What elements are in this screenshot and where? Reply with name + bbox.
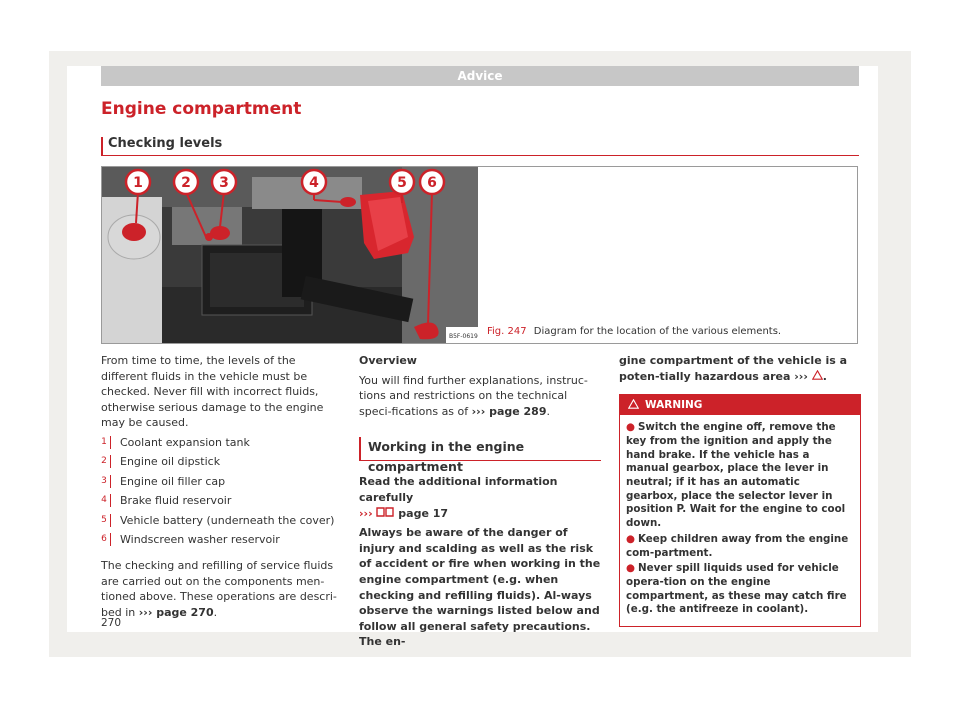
chapter-title: Engine compartment [101,99,302,119]
column-2 [359,353,601,650]
warning-item: ● Keep children away from the engine com-partment. [626,532,849,559]
item-number: 5 [98,514,111,527]
page-number: 270 [101,617,122,629]
page-17-link[interactable] [359,507,448,520]
warning-item: ● Never spill liquids used for vehicle opera-tion on the engine compartment, as these may catch fire (e.g. the antifreeze in coolant). [626,562,847,616]
warning-item: ● Switch the engine off, remove the key from the ignition and apply the hand brake. If the vehicle has a manual gearbox, place the lever in neutral; if it has an automatic gearbox, place the selector lever in position P. Wait for the engine to cool down. [626,421,846,530]
item-label: Windscreen washer reservoir [120,533,280,547]
item-number: 6 [98,533,111,546]
read-info-text: Read the additional information carefully [359,475,558,504]
outro-end: . [213,605,218,619]
item-label: Engine oil dipstick [120,455,221,469]
svg-text:1: 1 [133,175,143,191]
callout-2 [174,170,198,194]
figure-number: Fig. 247 [487,326,527,337]
section-title: Checking levels [108,136,223,151]
page-270-link[interactable]: ››› page 270 [138,605,214,619]
list-item [101,513,339,533]
svg-text:2: 2 [181,175,191,191]
overview-end: . [546,404,550,418]
overview-paragraph [359,373,601,420]
warning-triangle-icon [628,399,639,409]
figure-code: B5F-0619 [449,333,478,340]
warning-box [619,394,861,627]
item-number: 2 [98,455,111,468]
subsection-title: Working in the engine compartment [359,437,601,461]
list-item [101,435,339,455]
title-accent-tick [101,137,103,155]
overview-text: You will find further explanations, instruc-tions and restrictions on the technical speci-fications as of [359,373,588,418]
callout-3 [212,170,236,194]
item-number: 1 [98,436,111,449]
read-info [359,474,601,521]
figure-caption [487,326,781,337]
page-289-link[interactable]: ››› page 289 [471,404,547,418]
item-label: Engine oil filler cap [120,474,226,488]
link-arrows: ››› [359,506,373,520]
callout-4 [302,170,326,194]
svg-text:5: 5 [397,175,407,191]
item-label: Vehicle battery (underneath the cover) [120,513,335,527]
column-1 [101,353,339,620]
list-item [101,532,339,552]
outro-text: The checking and refilling of service fluids are carried out on the components men-tioned above. These operations are descri-bed in [101,558,337,619]
outro-paragraph [101,558,339,620]
warning-ref-link[interactable] [794,370,822,383]
item-number: 3 [98,475,111,488]
ref-arrows: ››› [794,369,808,383]
svg-text:4: 4 [309,175,319,191]
continuation-end: . [822,369,827,383]
warning-intro: Always be aware of the danger of injury and scalding as well as the risk of accident or fire when working in the engine compartment (e.g. when checking and refilling fluids). Al-ways observe the warnings listed below and follow all general safety precautions. The en- [359,526,601,649]
section-header-bar: Advice [101,66,859,86]
item-number: 4 [98,494,111,507]
book-icon [376,506,394,518]
continuation-paragraph [619,353,861,384]
warning-triangle-icon [812,370,823,380]
callout-5 [390,170,414,194]
list-item [101,474,339,494]
item-label: Brake fluid reservoir [120,494,232,508]
svg-text:3: 3 [219,175,229,191]
list-item [101,454,339,474]
warning-header [620,395,860,415]
warning-body [620,415,860,626]
engine-illustration [102,167,478,343]
svg-text:6: 6 [427,175,437,191]
column-3 [619,353,861,627]
engine-photo [102,167,478,343]
list-item [101,493,339,513]
component-list [101,435,339,552]
callout-6 [420,170,444,194]
title-rule [101,155,859,156]
link-page: page 17 [398,506,449,520]
callout-1 [126,170,150,194]
warning-label: WARNING [645,399,703,412]
overview-heading: Overview [359,354,417,367]
figure-caption-text: Diagram for the location of the various elements. [533,326,782,337]
item-label: Coolant expansion tank [120,435,250,449]
intro-paragraph: From time to time, the levels of the different fluids in the vehicle must be checked. Never fill with incorrect fluids, otherwise serious damage to the engine may be caused. [101,354,324,430]
continuation-text: gine compartment of the vehicle is a poten-tially hazardous area [619,354,848,383]
